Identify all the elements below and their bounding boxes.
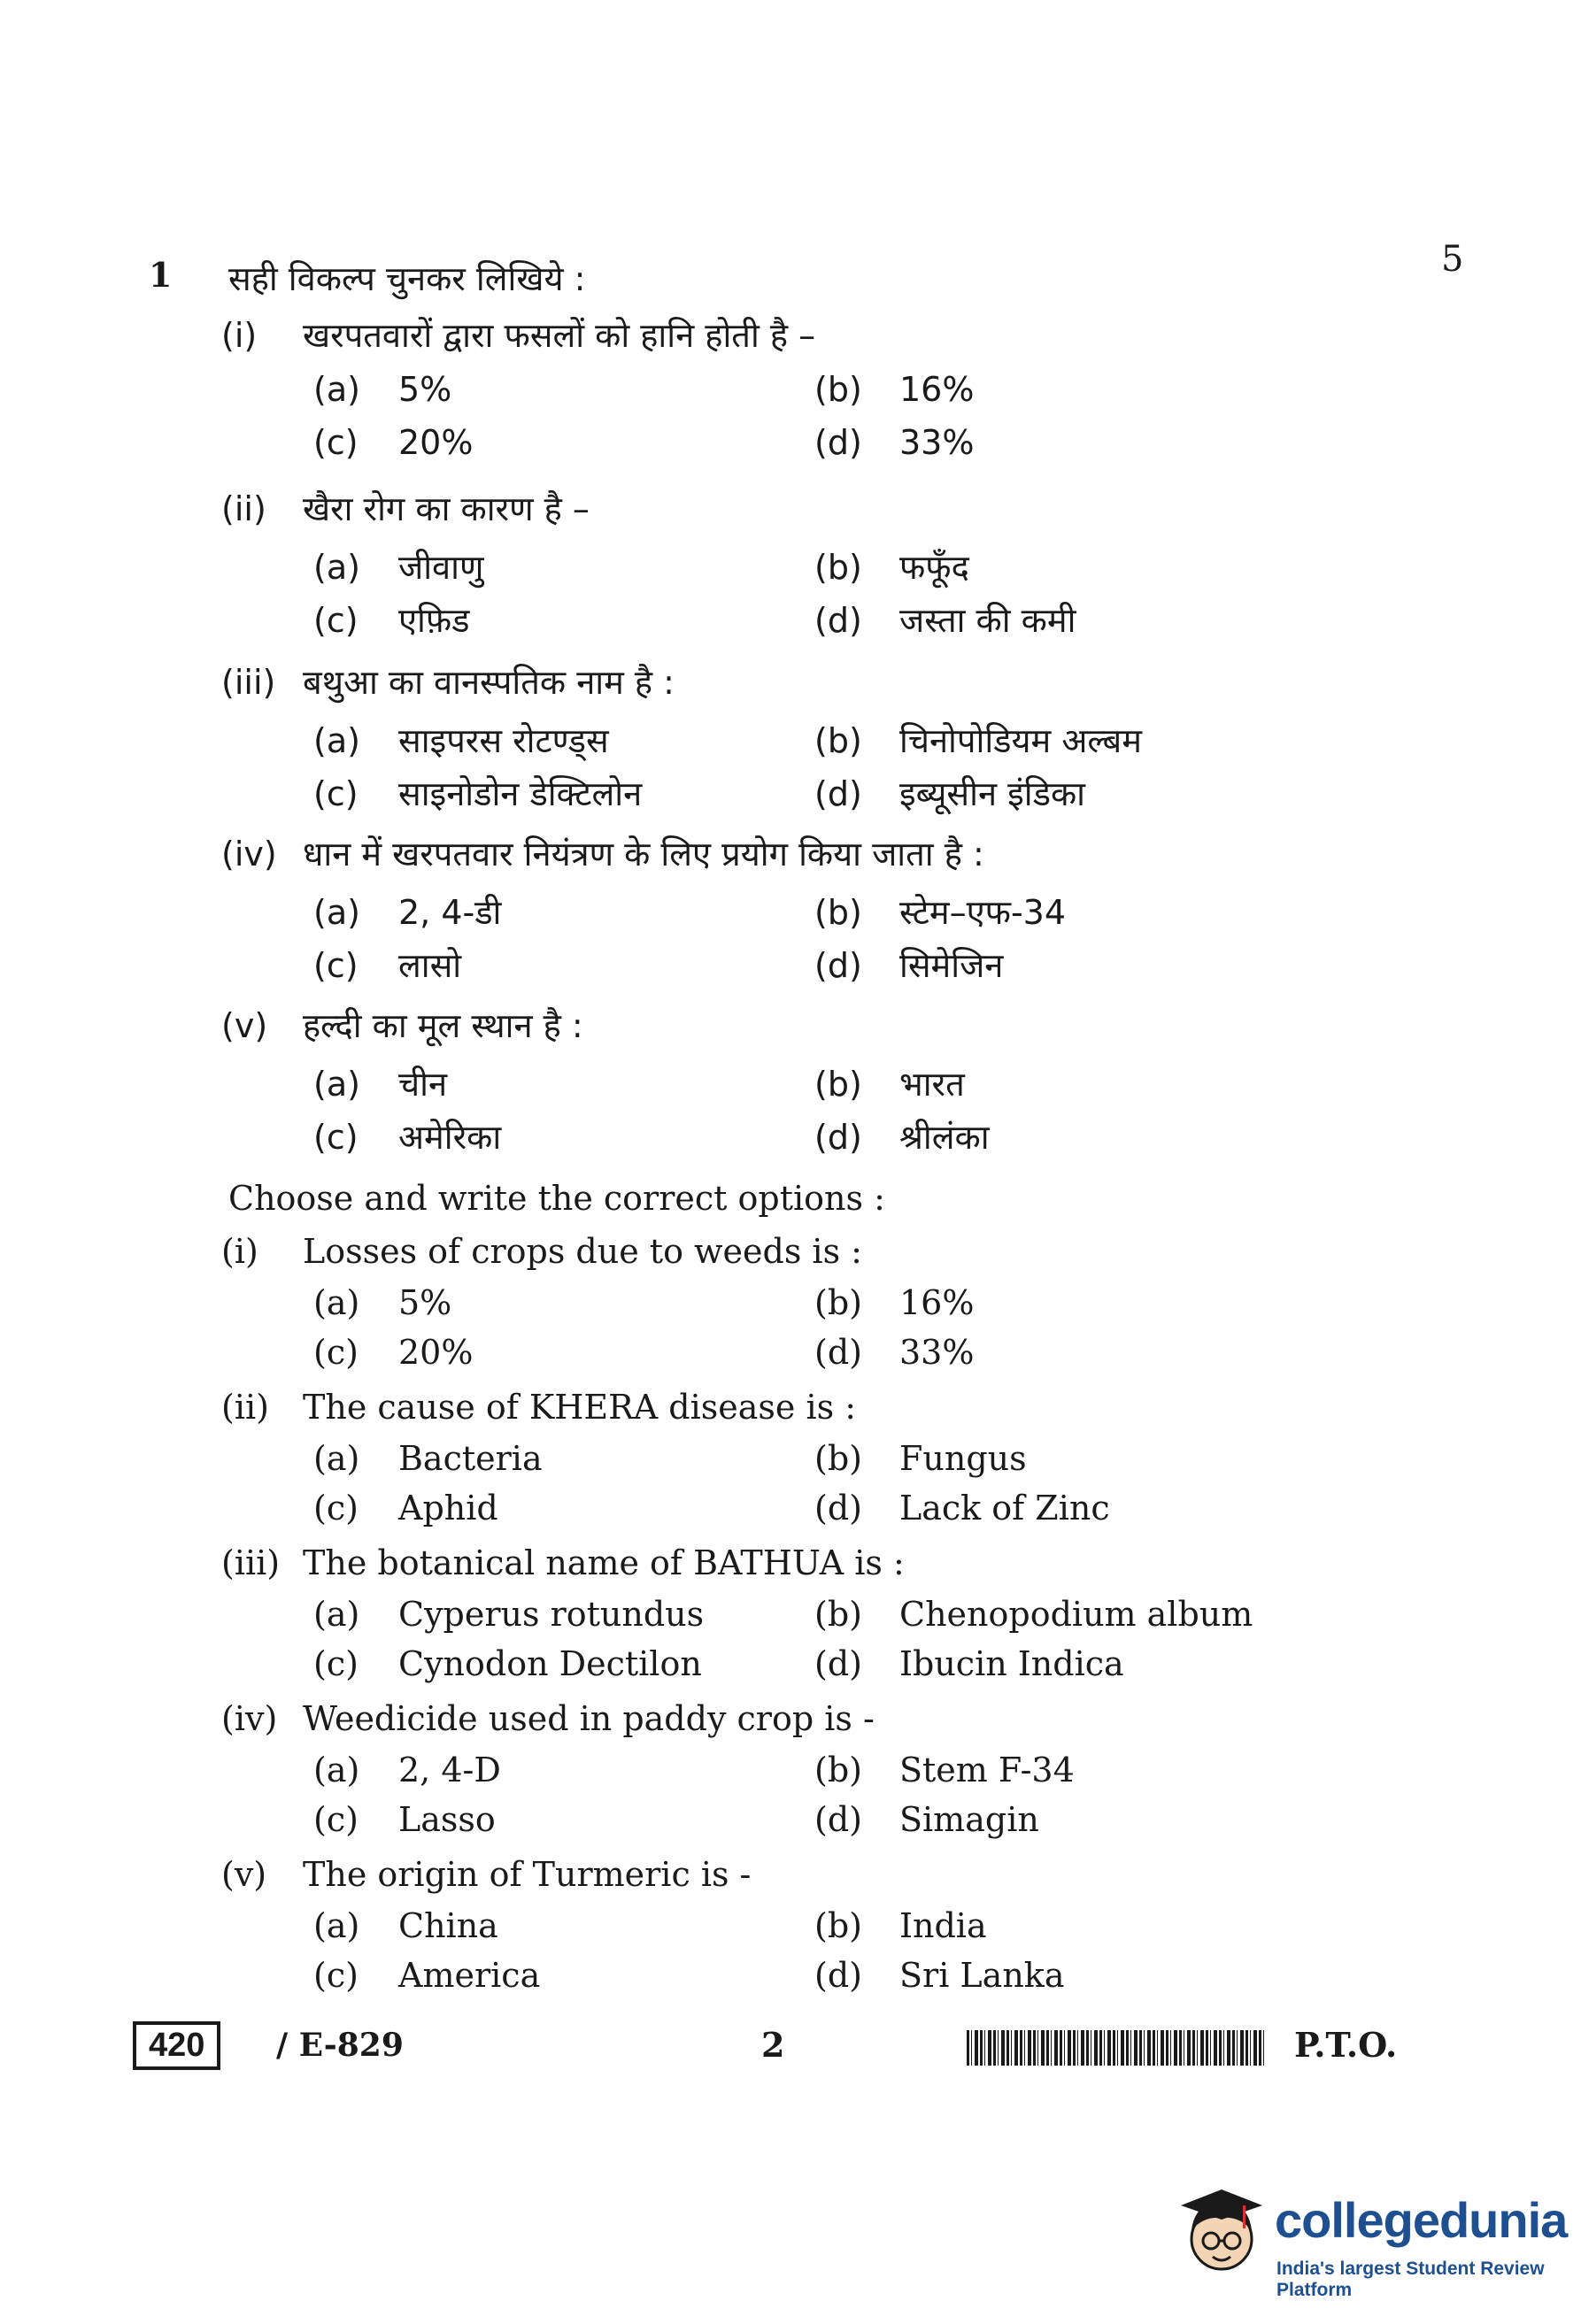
question-num: (i)	[221, 316, 258, 355]
option-a: (a) Cyperus rotundus	[313, 1595, 705, 1634]
option-c: (c) साइनोडोन डेक्टिलोन	[313, 774, 643, 813]
option-d: (d) Lack of Zinc	[814, 1489, 1110, 1528]
question-num: (i)	[221, 1232, 258, 1271]
option-d: (d) इब्यूसीन इंडिका	[814, 774, 1085, 813]
question-text: खैरा रोग का कारण है –	[303, 489, 590, 528]
question-num: (iv)	[221, 1699, 278, 1738]
option-c: (c) लासो	[313, 946, 462, 985]
option-d: (d) सिमेजिन	[814, 946, 1004, 985]
option-b: (b) स्टेम–एफ-34	[814, 893, 1067, 932]
option-a: (a) 2, 4-डी	[313, 893, 502, 932]
hindi-question-2	[221, 485, 1372, 653]
option-a: (a) जीवाणु	[313, 548, 484, 587]
question-num: (iv)	[221, 835, 277, 873]
option-b: (b) Fungus	[814, 1439, 1027, 1478]
option-a: (a) Bacteria	[313, 1439, 543, 1478]
option-b: (b) चिनोपोडियम अल्बम	[814, 721, 1142, 760]
question-text: हल्दी का मूल स्थान है :	[303, 1006, 583, 1045]
option-c: (c) America	[313, 1956, 541, 1995]
option-a: (a) 5%	[313, 1283, 452, 1322]
option-a: (a) चीन	[313, 1065, 448, 1104]
option-c: (c) एफ़िड	[313, 601, 470, 640]
option-b: (b) फफूँद	[814, 548, 969, 587]
option-d: (d) जस्ता की कमी	[814, 601, 1076, 640]
question-text: The cause of KHERA disease is :	[303, 1388, 857, 1427]
option-c: (c) Lasso	[313, 1800, 496, 1839]
option-d: (d) Simagin	[814, 1800, 1039, 1839]
option-c: (c) Cynodon Dectilon	[313, 1644, 702, 1683]
question-num: (v)	[221, 1855, 267, 1894]
question-text: Weedicide used in paddy crop is -	[303, 1699, 875, 1738]
option-b: (b) भारत	[814, 1065, 965, 1104]
hindi-instruction: सही विकल्प चुनकर लिखिये :	[228, 259, 586, 298]
option-d: (d) Sri Lanka	[814, 1956, 1065, 1995]
hindi-question-4	[221, 830, 1372, 998]
option-d: (d) 33%	[814, 423, 975, 462]
english-question-2	[221, 1388, 1372, 1556]
option-b: (b) 16%	[814, 370, 975, 409]
english-instruction: Choose and write the correct options :	[228, 1179, 885, 1218]
question-text: Losses of crops due to weeds is :	[303, 1232, 862, 1271]
hindi-question-5	[221, 1002, 1372, 1170]
watermark-tagline: India's largest Student Review Platform	[1276, 2259, 1545, 2300]
option-b: (b) Chenopodium album	[814, 1595, 1253, 1634]
question-num: (iii)	[221, 663, 276, 702]
option-b: (b) 16%	[814, 1283, 975, 1322]
page-footer	[0, 2018, 1581, 2089]
pto-label: P.T.O.	[1294, 2025, 1398, 2065]
collegedunia-watermark	[1151, 2177, 1567, 2310]
paper-code-box: 420	[133, 2021, 220, 2070]
option-d: (d) Ibucin Indica	[814, 1644, 1124, 1683]
question-text: The botanical name of BATHUA is :	[303, 1543, 905, 1582]
option-b: (b) India	[814, 1906, 987, 1945]
question-text: खरपतवारों द्वारा फसलों को हानि होती है –	[303, 316, 816, 355]
question-num: (iii)	[221, 1543, 281, 1582]
question-num: (ii)	[221, 489, 266, 528]
option-a: (a) 5%	[313, 370, 452, 409]
question-num: (ii)	[221, 1388, 269, 1427]
marks: 5	[1441, 239, 1464, 280]
english-question-3	[221, 1543, 1372, 1712]
hindi-question-3	[221, 658, 1372, 827]
paper-code: / E-829	[276, 2027, 404, 2064]
barcode-icon	[967, 2030, 1264, 2066]
option-c: (c) अमेरिका	[313, 1118, 502, 1157]
option-a: (a) China	[313, 1906, 498, 1945]
question-text: बथुआ का वानस्पतिक नाम है :	[303, 663, 675, 702]
question-num: (v)	[221, 1006, 268, 1045]
student-mascot-icon	[1177, 2186, 1266, 2283]
option-c: (c) 20%	[313, 1333, 474, 1372]
option-d: (d) श्रीलंका	[814, 1118, 990, 1157]
question-text: धान में खरपतवार नियंत्रण के लिए प्रयोग किया जाता है :	[303, 835, 984, 873]
hindi-question-1	[221, 312, 1372, 480]
option-c: (c) 20%	[313, 423, 474, 462]
english-question-5	[221, 1855, 1372, 2023]
option-d: (d) 33%	[814, 1333, 975, 1372]
english-question-4	[221, 1699, 1372, 1867]
option-a: (a) साइपरस रोटण्ड्स	[313, 721, 609, 760]
question-number: 1	[149, 255, 173, 295]
english-question-1	[221, 1232, 1372, 1400]
watermark-brand: collegedunia	[1275, 2192, 1568, 2248]
question-text: The origin of Turmeric is -	[303, 1855, 752, 1894]
page-number: 2	[761, 2025, 785, 2065]
option-b: (b) Stem F-34	[814, 1751, 1075, 1789]
option-c: (c) Aphid	[313, 1489, 498, 1528]
option-a: (a) 2, 4-D	[313, 1751, 501, 1789]
